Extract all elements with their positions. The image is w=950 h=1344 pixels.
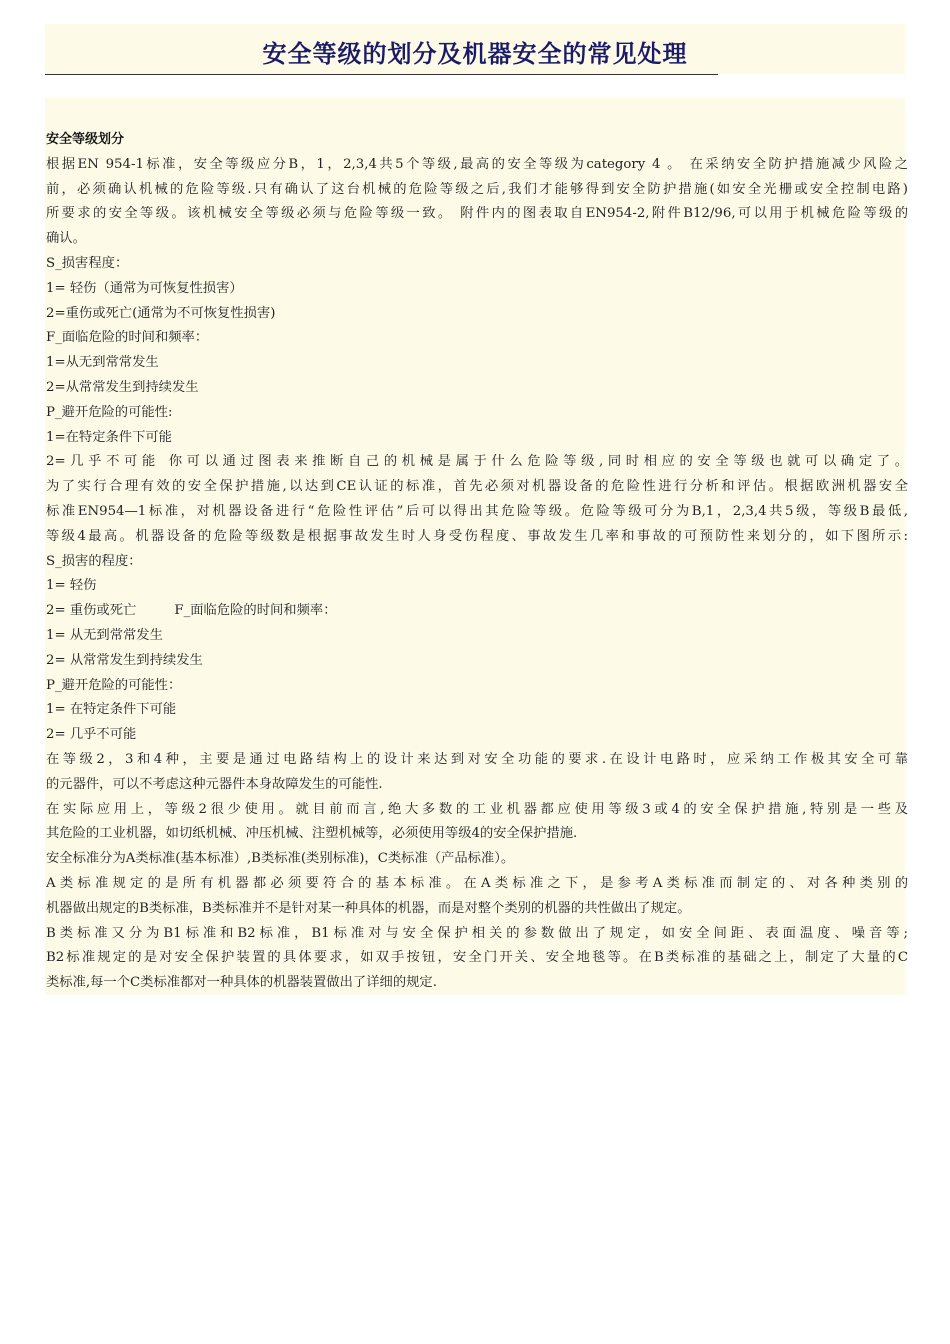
text-line: 1=在特定条件下可能 [46, 429, 172, 445]
text-line: 机器做出规定的B类标准，B类标准并不是针对某一种具体的机器，而是对整个类别的机器的共性做出了规定。 [46, 900, 691, 916]
text-line: P_避开危险的可能性： [46, 677, 182, 693]
text-line: 所要求的安全等级。该机械安全等级必须与危险等级一致。 附件内的图表取自EN954-2,附件B12/96,可以用于机械危险等级的 [46, 206, 908, 222]
section-heading: 安全等级划分 [46, 132, 125, 147]
text-line: 根据EN 954-1标准，安全等级应分B，1，2,3,4共5个等级,最高的安全等级为category 4 。 在采纳安全防护措施减少风险之 [46, 156, 908, 172]
text-line: 为了实行合理有效的安全保护措施,以达到CE认证的标准，首先必须对机器设备的危险性进行分析和评估。根据欧洲机器安全 [46, 479, 908, 495]
text-line: 1=从无到常常发生 [46, 355, 159, 371]
text-line: S_损害的程度： [46, 553, 142, 569]
text-line: 2=从常常发生到持续发生 [46, 379, 199, 395]
text-line: 确认。 [46, 231, 86, 247]
text-line: 在等级2，3和4种，主要是通过电路结构上的设计来达到对安全功能的要求.在设计电路时，应采纳工作极其安全可靠 [46, 751, 908, 767]
text-line: 1= 轻伤（通常为可恢复性损害） [46, 280, 243, 296]
document-body [46, 128, 908, 996]
text-line: 安全标准分为A类标准(基本标准）,B类标准(类别标准)，C类标准（产品标准）。 [46, 851, 515, 867]
text-line: 其危险的工业机器，如切纸机械、冲压机械、注塑机械等，必须使用等级4的安全保护措施. [46, 826, 578, 842]
title-banner [45, 24, 905, 74]
text-line: 1= 从无到常常发生 [46, 627, 163, 643]
text-line: S_损害程度： [46, 255, 129, 271]
text-line: 等级4最高。机器设备的危险等级数是根据事故发生时人身受伤程度、事故发生几率和事故的可预防性来划分的，如下图所示: [46, 528, 908, 544]
text-line: 1= 轻伤 [46, 578, 97, 594]
text-line: 在实际应用上，等级2很少使用。就目前而言,绝大多数的工业机器都应使用等级3或4的安全保护措施,特别是一些及 [46, 801, 908, 817]
text-line: 前，必须确认机械的危险等级.只有确认了这台机械的危险等级之后,我们才能够得到安全防护措施(如安全光栅或安全控制电路) [46, 181, 908, 197]
text-line: 1= 在特定条件下可能 [46, 702, 177, 718]
text-line: 2=几乎不可能 你可以通过图表来推断自己的机械是属于什么危险等级,同时相应的安全等级也就可以确定了。 [46, 454, 908, 470]
text-line: A类标准规定的是所有机器都必须要符合的基本标准。在A类标准之下，是参考A类标准而制定的、对各种类别的 [46, 875, 908, 891]
text-line: B2标准规定的是对安全保护装置的具体要求，如双手按钮，安全门开关、安全地毯等。在B类标准的基础之上，制定了大量的C [46, 950, 908, 966]
text-line: 2= 重伤或死亡 F_面临危险的时间和频率： [46, 603, 337, 619]
text-line: 标准EN954—1标准，对机器设备进行“危险性评估”后可以得出其危险等级。危险等级可分为B,1，2,3,4共5级，等级B最低, [46, 503, 908, 519]
page-title: 安全等级的划分及机器安全的常见处理 [262, 40, 688, 68]
text-line: P_避开危险的可能性: [46, 404, 173, 420]
text-line: 的元器件，可以不考虑这种元器件本身故障发生的可能性. [46, 776, 383, 792]
title-underline [45, 74, 718, 75]
text-line: 2= 从常常发生到持续发生 [46, 652, 203, 668]
text-line: 2=重伤或死亡(通常为不可恢复性损害) [46, 305, 276, 321]
paragraph-lines [46, 153, 908, 996]
text-line: 2= 几乎不可能 [46, 727, 137, 743]
text-line: 类标准,每一个C类标准都对一种具体的机器装置做出了详细的规定. [46, 975, 437, 991]
text-line: B类标准又分为B1标准和B2标准，B1标准对与安全保护相关的参数做出了规定，如安全间距、表面温度、噪音等; [46, 925, 908, 941]
text-line: F_面临危险的时间和频率： [46, 330, 209, 346]
